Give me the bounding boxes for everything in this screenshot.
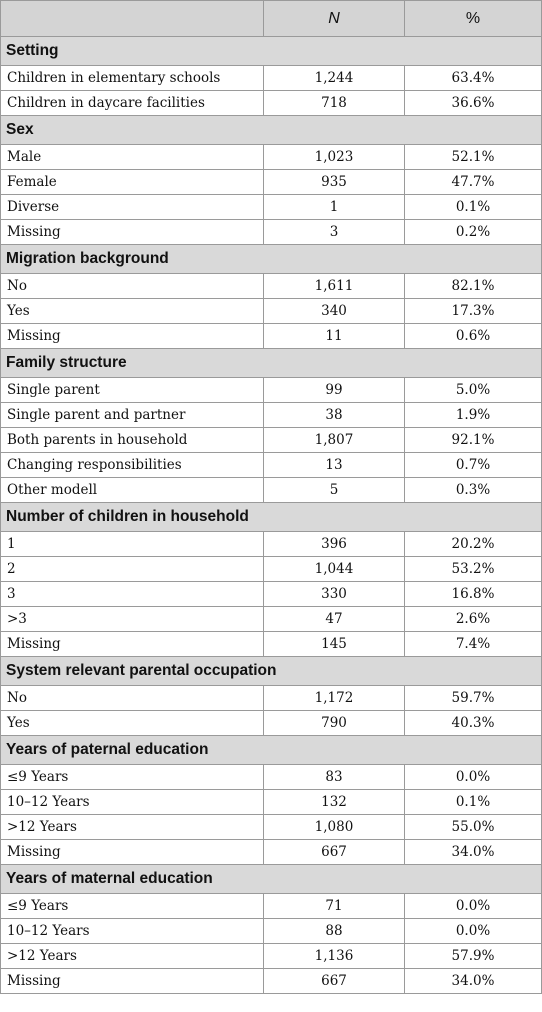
row-n-cell: 99: [264, 378, 405, 403]
row-n-cell: 71: [264, 894, 405, 919]
row-n-cell: 935: [264, 170, 405, 195]
row-n-cell: 13: [264, 453, 405, 478]
row-label-cell: Changing responsibilities: [1, 453, 264, 478]
section-header-row: [1, 657, 542, 686]
section-header-row: [1, 37, 542, 66]
row-label-cell: Missing: [1, 840, 264, 865]
row-percent-cell: 17.3%: [405, 299, 542, 324]
row-percent-cell: 0.0%: [405, 765, 542, 790]
table-row: [1, 428, 542, 453]
row-n-cell: 330: [264, 582, 405, 607]
row-label-cell: Both parents in household: [1, 428, 264, 453]
row-percent-cell: 0.0%: [405, 919, 542, 944]
row-percent-cell: 53.2%: [405, 557, 542, 582]
table-row: [1, 66, 542, 91]
row-percent-cell: 0.2%: [405, 220, 542, 245]
row-n-cell: 718: [264, 91, 405, 116]
row-percent-cell: 1.9%: [405, 403, 542, 428]
table-row: [1, 557, 542, 582]
row-n-cell: 1,080: [264, 815, 405, 840]
section-header-row: [1, 245, 542, 274]
section-title: Sex: [1, 116, 542, 145]
table-row: [1, 403, 542, 428]
row-percent-cell: 0.3%: [405, 478, 542, 503]
row-label-cell: Missing: [1, 632, 264, 657]
row-percent-cell: 0.1%: [405, 195, 542, 220]
table-row: [1, 453, 542, 478]
table-row: [1, 632, 542, 657]
row-n-cell: 132: [264, 790, 405, 815]
table-body: [1, 37, 542, 994]
table-row: [1, 686, 542, 711]
row-percent-cell: 34.0%: [405, 969, 542, 994]
header-percent-cell: %: [405, 1, 542, 37]
section-title: Number of children in household: [1, 503, 542, 532]
row-percent-cell: 0.7%: [405, 453, 542, 478]
row-percent-cell: 7.4%: [405, 632, 542, 657]
row-n-cell: 1,244: [264, 66, 405, 91]
row-n-cell: 1,611: [264, 274, 405, 299]
row-n-cell: 3: [264, 220, 405, 245]
row-percent-cell: 0.1%: [405, 790, 542, 815]
row-n-cell: 667: [264, 840, 405, 865]
table-row: [1, 607, 542, 632]
header-label-cell: [1, 1, 264, 37]
row-n-cell: 38: [264, 403, 405, 428]
table-row: [1, 195, 542, 220]
section-title: Years of maternal education: [1, 865, 542, 894]
row-label-cell: >12 Years: [1, 815, 264, 840]
section-header-row: [1, 865, 542, 894]
row-n-cell: 790: [264, 711, 405, 736]
row-percent-cell: 0.6%: [405, 324, 542, 349]
row-label-cell: 3: [1, 582, 264, 607]
table-row: [1, 145, 542, 170]
row-label-cell: 1: [1, 532, 264, 557]
row-label-cell: ≤9 Years: [1, 894, 264, 919]
row-label-cell: Yes: [1, 711, 264, 736]
row-n-cell: 667: [264, 969, 405, 994]
section-title: Setting: [1, 37, 542, 66]
table-row: [1, 815, 542, 840]
table-row: [1, 324, 542, 349]
row-n-cell: 145: [264, 632, 405, 657]
row-percent-cell: 57.9%: [405, 944, 542, 969]
row-label-cell: Female: [1, 170, 264, 195]
row-label-cell: Other modell: [1, 478, 264, 503]
row-percent-cell: 20.2%: [405, 532, 542, 557]
row-n-cell: 1,136: [264, 944, 405, 969]
section-header-row: [1, 349, 542, 378]
row-label-cell: Missing: [1, 220, 264, 245]
table-row: [1, 969, 542, 994]
row-percent-cell: 55.0%: [405, 815, 542, 840]
table-header-row: [1, 1, 542, 37]
row-label-cell: 2: [1, 557, 264, 582]
row-percent-cell: 63.4%: [405, 66, 542, 91]
row-percent-cell: 2.6%: [405, 607, 542, 632]
table-row: [1, 378, 542, 403]
table-row: [1, 944, 542, 969]
row-n-cell: 5: [264, 478, 405, 503]
row-label-cell: 10–12 Years: [1, 919, 264, 944]
table-row: [1, 274, 542, 299]
table-row: [1, 582, 542, 607]
row-percent-cell: 92.1%: [405, 428, 542, 453]
section-title: Migration background: [1, 245, 542, 274]
table-row: [1, 478, 542, 503]
table-row: [1, 765, 542, 790]
table-row: [1, 170, 542, 195]
table-row: [1, 220, 542, 245]
row-n-cell: 396: [264, 532, 405, 557]
row-percent-cell: 36.6%: [405, 91, 542, 116]
section-header-row: [1, 503, 542, 532]
row-label-cell: Missing: [1, 969, 264, 994]
row-percent-cell: 52.1%: [405, 145, 542, 170]
row-n-cell: 47: [264, 607, 405, 632]
table-row: [1, 894, 542, 919]
row-percent-cell: 82.1%: [405, 274, 542, 299]
section-title: Family structure: [1, 349, 542, 378]
row-label-cell: Children in elementary schools: [1, 66, 264, 91]
row-label-cell: Missing: [1, 324, 264, 349]
row-n-cell: 88: [264, 919, 405, 944]
row-percent-cell: 16.8%: [405, 582, 542, 607]
table-row: [1, 299, 542, 324]
table-row: [1, 919, 542, 944]
row-label-cell: Yes: [1, 299, 264, 324]
row-n-cell: 1,807: [264, 428, 405, 453]
row-label-cell: Single parent: [1, 378, 264, 403]
row-n-cell: 11: [264, 324, 405, 349]
row-label-cell: Diverse: [1, 195, 264, 220]
row-n-cell: 83: [264, 765, 405, 790]
row-label-cell: >3: [1, 607, 264, 632]
section-header-row: [1, 116, 542, 145]
table-row: [1, 91, 542, 116]
section-title: Years of paternal education: [1, 736, 542, 765]
row-percent-cell: 40.3%: [405, 711, 542, 736]
row-label-cell: ≤9 Years: [1, 765, 264, 790]
header-n-cell: N: [264, 1, 405, 37]
row-label-cell: Children in daycare facilities: [1, 91, 264, 116]
row-label-cell: Single parent and partner: [1, 403, 264, 428]
row-label-cell: No: [1, 274, 264, 299]
row-n-cell: 1: [264, 195, 405, 220]
row-label-cell: No: [1, 686, 264, 711]
table-row: [1, 532, 542, 557]
row-n-cell: 1,172: [264, 686, 405, 711]
row-label-cell: Male: [1, 145, 264, 170]
table-row: [1, 790, 542, 815]
row-label-cell: 10–12 Years: [1, 790, 264, 815]
row-percent-cell: 47.7%: [405, 170, 542, 195]
section-title: System relevant parental occupation: [1, 657, 542, 686]
row-n-cell: 1,023: [264, 145, 405, 170]
row-n-cell: 1,044: [264, 557, 405, 582]
row-label-cell: >12 Years: [1, 944, 264, 969]
row-n-cell: 340: [264, 299, 405, 324]
row-percent-cell: 59.7%: [405, 686, 542, 711]
row-percent-cell: 34.0%: [405, 840, 542, 865]
table-row: [1, 711, 542, 736]
table-row: [1, 840, 542, 865]
row-percent-cell: 0.0%: [405, 894, 542, 919]
section-header-row: [1, 736, 542, 765]
row-percent-cell: 5.0%: [405, 378, 542, 403]
